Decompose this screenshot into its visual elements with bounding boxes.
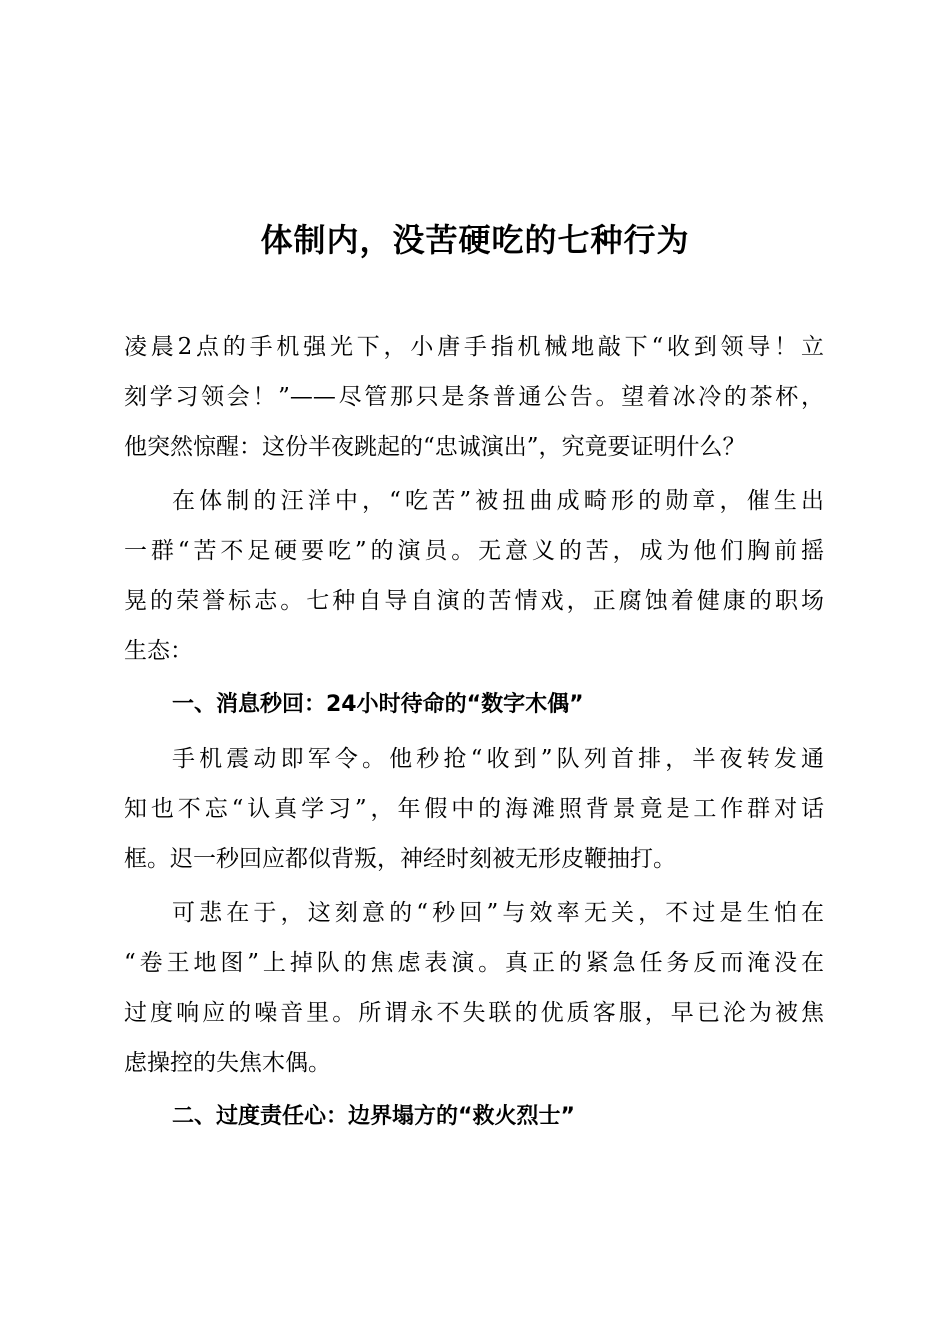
paragraph-line: “卷王地图”上掉队的焦虑表演。真正的紧急任务反而淹没在 [124, 950, 824, 976]
intro-paragraph [124, 322, 824, 472]
paragraph-line: 一群“苦不足硬要吃”的演员。无意义的苦，成为他们胸前摇 [124, 538, 824, 564]
section-1-paragraph-1 [124, 734, 824, 884]
paragraph-line: 知也不忘“认真学习”，年假中的海滩照背景竟是工作群对话 [124, 796, 824, 822]
paragraph-line: 他突然惊醒：这份半夜跳起的“忠诚演出”，究竟要证明什么？ [124, 434, 746, 460]
section-1-heading: 一、消息秒回：24小时待命的“数字木偶” [172, 692, 584, 717]
paragraph-line: 框。迟一秒回应都似背叛，神经时刻被无形皮鞭抽打。 [124, 846, 676, 872]
paragraph-line: 过度响应的噪音里。所谓永不失联的优质客服，早已沦为被焦 [124, 1000, 824, 1026]
paragraph-2 [124, 476, 824, 676]
document-title: 体制内，没苦硬吃的七种行为 [260, 221, 690, 259]
paragraph-line: 在体制的汪洋中，“吃苦”被扭曲成畸形的勋章，催生出 [172, 488, 824, 514]
paragraph-line: 晃的荣誉标志。七种自导自演的苦情戏，正腐蚀着健康的职场 [124, 588, 824, 614]
document-body [124, 322, 824, 1142]
paragraph-line: 虑操控的失焦木偶。 [124, 1050, 331, 1076]
paragraph-line: 生态： [124, 638, 193, 664]
paragraph-line: 手机震动即军令。他秒抢“收到”队列首排，半夜转发通 [172, 746, 824, 772]
paragraph-line: 凌晨2点的手机强光下，小唐手指机械地敲下“收到领导！立 [124, 334, 824, 360]
paragraph-line: 可悲在于，这刻意的“秒回”与效率无关，不过是生怕在 [172, 900, 824, 926]
section-2-heading: 二、过度责任心：边界塌方的“救火烈士” [172, 1104, 575, 1129]
paragraph-line: 刻学习领会！”——尽管那只是条普通公告。望着冰冷的茶杯， [124, 384, 824, 410]
section-1-paragraph-2 [124, 888, 824, 1088]
